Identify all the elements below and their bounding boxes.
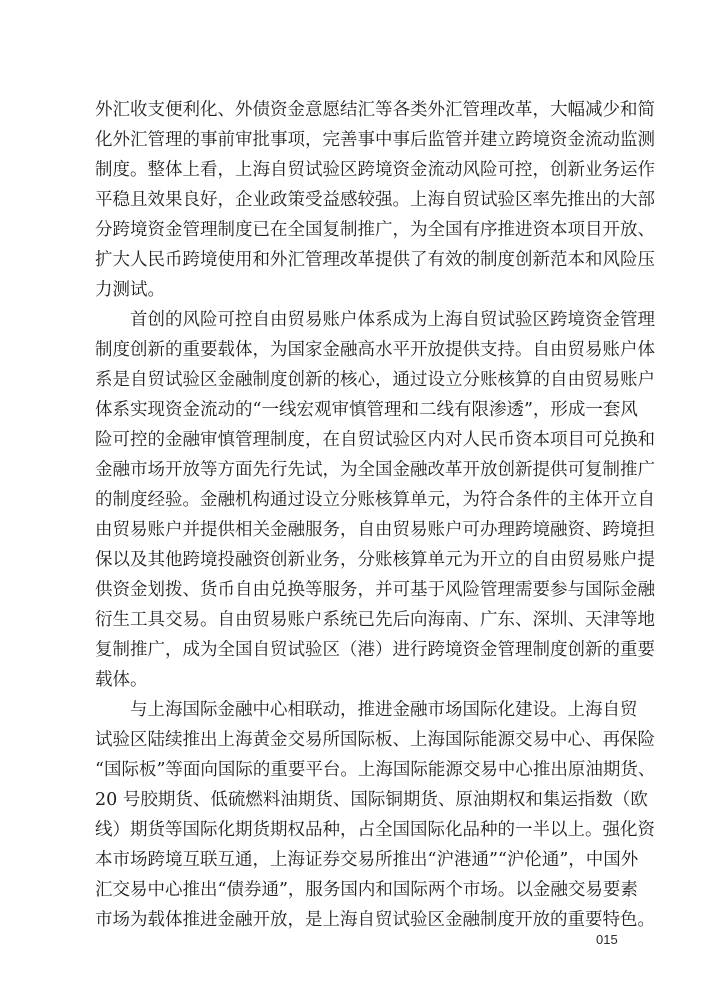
paragraph-2-line-8: 由贸易账户并提供相关金融服务，自由贸易账户可办理跨境融资、跨境担	[95, 520, 655, 540]
paragraph-2-line-9: 保以及其他跨境投融资创新业务，分账核算单元为开立的自由贸易账户提	[95, 550, 655, 570]
paragraph-1-line-3: 制度。整体上看，上海自贸试验区跨境资金流动风险可控，创新业务运作	[95, 160, 655, 180]
paragraph-1-line-4: 平稳且效果良好，企业政策受益感较强。上海自贸试验区率先推出的大部	[95, 190, 655, 210]
paragraph-2-line-10: 供资金划拨、货币自由兑换等服务，并可基于风险管理需要参与国际金融	[95, 580, 655, 600]
paragraph-2-line-13: 载体。	[95, 670, 148, 690]
paragraph-3-line-6: 本市场跨境互联互通，上海证券交易所推出“沪港通”“沪伦通”，中国外	[95, 850, 639, 870]
paragraph-2-line-2: 制度创新的重要载体，为国家金融高水平开放提供支持。自由贸易账户体	[95, 340, 655, 360]
paragraph-1-line-1: 外汇收支便利化、外债资金意愿结汇等各类外汇管理改革，大幅减少和简	[95, 100, 655, 120]
paragraph-1-line-2: 化外汇管理的事前审批事项，完善事中事后监管并建立跨境资金流动监测	[95, 130, 655, 150]
paragraph-2-line-5: 险可控的金融审慎管理制度，在自贸试验区内对人民币资本项目可兑换和	[95, 430, 655, 450]
paragraph-2-line-12: 复制推广，成为全国自贸试验区（港）进行跨境资金管理制度创新的重要	[95, 640, 655, 660]
page-number: 015	[596, 932, 618, 947]
paragraph-2-line-11: 衍生工具交易。自由贸易账户系统已先后向海南、广东、深圳、天津等地	[95, 610, 655, 630]
paragraph-2-line-3: 系是自贸试验区金融制度创新的核心，通过设立分账核算的自由贸易账户	[95, 370, 655, 390]
paragraph-3-line-7: 汇交易中心推出“债券通”，服务国内和国际两个市场。以金融交易要素	[95, 880, 638, 900]
paragraph-3-line-2: 试验区陆续推出上海黄金交易所国际板、上海国际能源交易中心、再保险	[95, 730, 655, 750]
paragraph-2-line-4: 体系实现资金流动的“一线宏观审慎管理和二线有限渗透”，形成一套风	[95, 400, 638, 420]
paragraph-2-line-6: 金融市场开放等方面先行先试，为全国金融改革开放创新提供可复制推广	[95, 460, 655, 480]
paragraph-3-line-4: 20 号胶期货、低硫燃料油期货、国际铜期货、原油期权和集运指数（欧	[95, 790, 648, 810]
paragraph-3-line-1: 与上海国际金融中心相联动，推进金融市场国际化建设。上海自贸	[130, 700, 638, 720]
paragraph-1-line-7: 力测试。	[95, 280, 165, 300]
paragraph-2-line-7: 的制度经验。金融机构通过设立分账核算单元，为符合条件的主体开立自	[95, 490, 655, 510]
paragraph-3-line-3: “国际板”等面向国际的重要平台。上海国际能源交易中心推出原油期货、	[95, 760, 656, 780]
paragraph-1-line-5: 分跨境资金管理制度已在全国复制推广，为全国有序推进资本项目开放、	[95, 220, 655, 240]
paragraph-2-line-1: 首创的风险可控自由贸易账户体系成为上海自贸试验区跨境资金管理	[130, 310, 655, 330]
paragraph-3-line-5: 线）期货等国际化期货期权品种，占全国国际化品种的一半以上。强化资	[95, 820, 655, 840]
paragraph-3-line-8: 市场为载体推进金融开放，是上海自贸试验区金融制度开放的重要特色。	[95, 910, 655, 930]
paragraph-1-line-6: 扩大人民币跨境使用和外汇管理改革提供了有效的制度创新范本和风险压	[95, 250, 655, 270]
